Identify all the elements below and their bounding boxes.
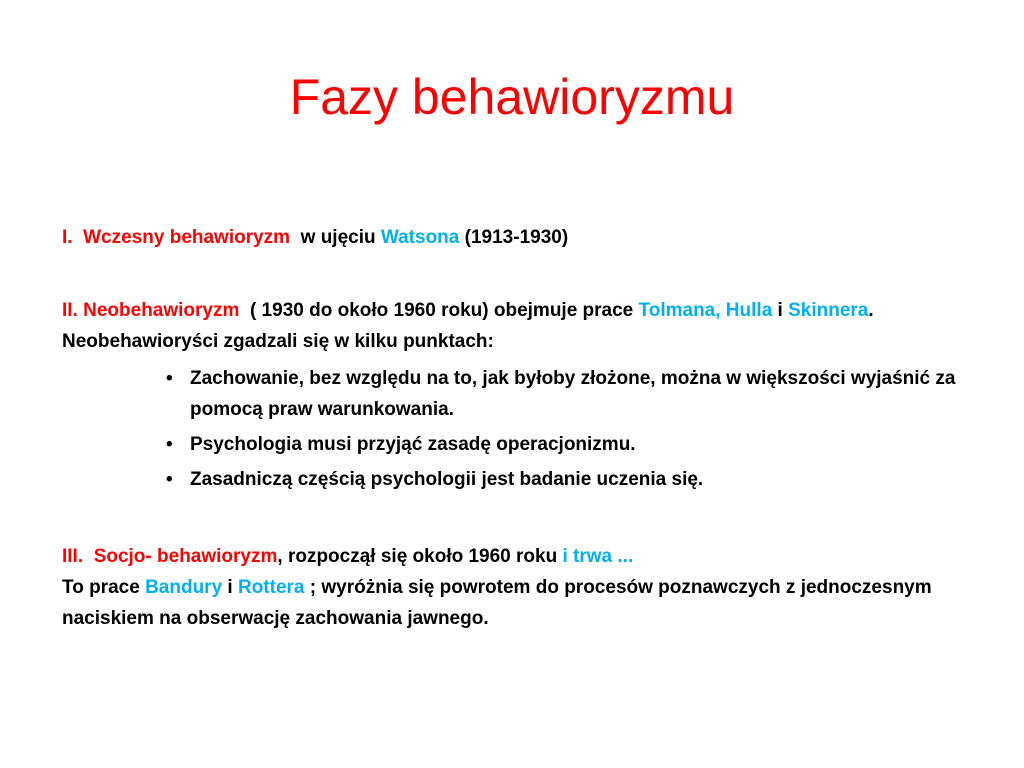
phase-3-name: Socjo- behawioryzm [93, 546, 278, 567]
phase-2-name: Neobehawioryzm [83, 300, 240, 321]
bullet-item [166, 464, 966, 495]
slide-title: Fazy behawioryzmu [289, 69, 735, 125]
phase-3-number: III. [62, 546, 84, 567]
phase-1-number: I. [62, 227, 73, 248]
phase-1-paragraph [62, 222, 942, 253]
phase-2-paragraph [62, 295, 942, 357]
phase-1-author: Watsona [380, 227, 460, 248]
phase-2-number: II. [62, 300, 78, 321]
phase-3-text-c: ; wyróżnia się powrotem do procesów poznawczych z jednoczesnym naciskiem na obserwację zachowania jawnego. [62, 577, 932, 629]
bullet-icon: • [166, 469, 173, 490]
phase-2-text: ( 1930 do około 1960 roku) obejmuje prace [249, 300, 634, 321]
phase-1-name: Wczesny behawioryzm [83, 227, 291, 248]
bullet-item [166, 363, 966, 425]
phase-1-text: w ujęciu [300, 227, 376, 248]
bullet-icon: • [166, 434, 173, 455]
bullet-item [166, 429, 966, 460]
bullet-text: Zasadniczą częścią psychologii jest badanie uczenia się. [190, 469, 704, 490]
phase-3-ongoing: i trwa ... [562, 546, 634, 567]
bullet-text: Psychologia musi przyjąć zasadę operacjonizmu. [190, 434, 636, 455]
bullet-icon: • [166, 368, 173, 389]
phase-3-paragraph [62, 541, 942, 634]
phase-2-conj: i [777, 300, 783, 321]
bullet-text: Zachowanie, bez względu na to, jak byłoby złożone, można w większości wyjaśnić za pomocą praw warunkowania. [190, 368, 956, 420]
phase-3-author-1: Bandury [145, 577, 223, 598]
phase-1-years: (1913-1930) [464, 227, 569, 248]
phase-3-conj: i [227, 577, 233, 598]
phase-3-text-b: To prace [62, 577, 140, 598]
phase-2-author-2: Skinnera [788, 300, 869, 321]
phase-2-authors: Tolmana, Hulla [638, 300, 773, 321]
phase-3-author-2: Rottera [237, 577, 305, 598]
phase-3-text: , rozpoczął się około 1960 roku [277, 546, 558, 567]
phase-2-bullet-list [166, 363, 966, 499]
phase-2-text-b: . Neobehawioryści zgadzali się w kilku punktach: [62, 300, 874, 352]
